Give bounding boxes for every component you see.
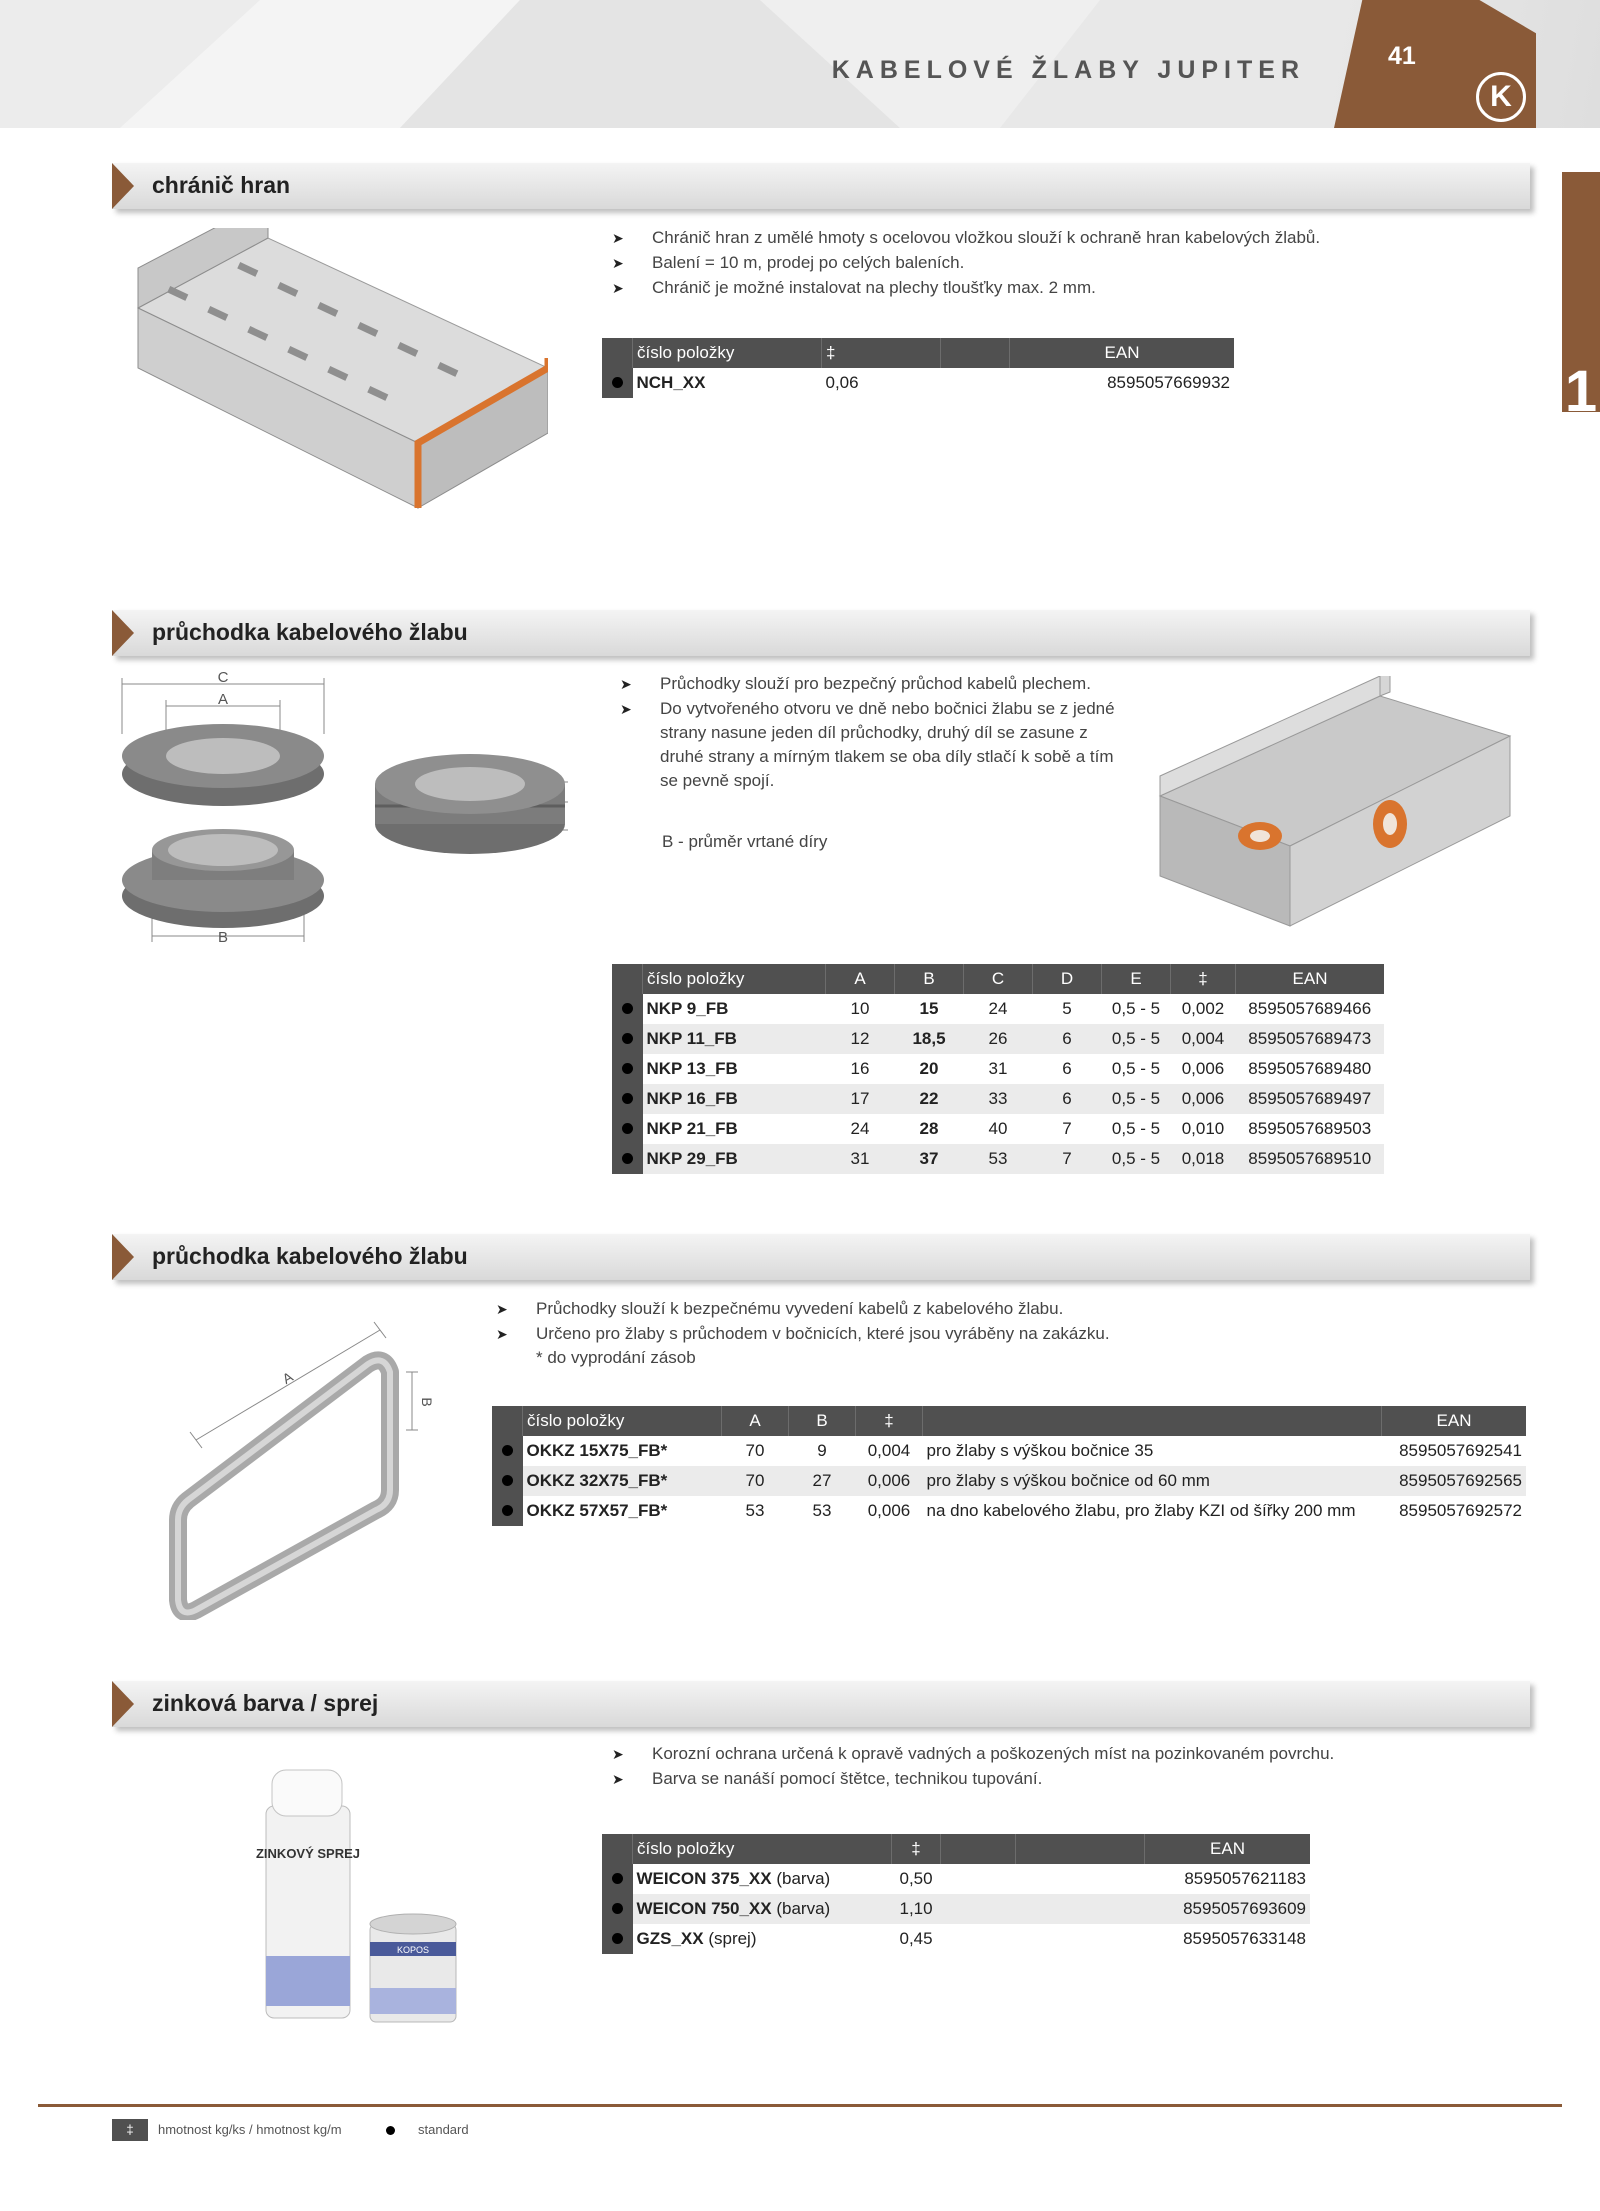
note-text: * do vyprodání zásob xyxy=(536,1348,696,1367)
table-cell: 37 xyxy=(895,1144,964,1174)
table-cell: 26 xyxy=(964,1024,1033,1054)
standard-dot-icon xyxy=(622,1153,633,1164)
ean-value: 8595057693609 xyxy=(1145,1894,1311,1924)
chapter-number: 1 xyxy=(1564,359,1598,424)
ean-value: 8595057689497 xyxy=(1236,1084,1385,1114)
table-cell: 40 xyxy=(988,1119,1008,1138)
weight-value: 0,010 xyxy=(1181,1119,1225,1138)
table-cell: 53 xyxy=(964,1144,1033,1174)
standard-dot-icon xyxy=(622,1093,633,1104)
header-title: KABELOVÉ ŽLABY JUPITER xyxy=(831,56,1305,84)
weight-legend-icon: ‡ xyxy=(112,2119,148,2141)
table-cell: 5 xyxy=(1062,999,1072,1018)
ean-value: 8595057689466 xyxy=(1248,999,1372,1018)
table-cell: 16 xyxy=(850,1059,870,1078)
ean-value: 8595057669932 xyxy=(1107,373,1230,392)
column-header xyxy=(941,338,1010,368)
table-cell: 17 xyxy=(826,1084,895,1114)
dimension-label-a: A xyxy=(217,691,229,708)
ean-value: 8595057689480 xyxy=(1248,1059,1372,1078)
table-cell: 31 xyxy=(826,1144,895,1174)
item-code: WEICON 375_XX xyxy=(636,1869,772,1888)
table-cell: 27 xyxy=(789,1466,856,1496)
product-table-grommet xyxy=(612,964,1384,1174)
table-cell: 28 xyxy=(919,1119,939,1138)
table-cell: 70 xyxy=(722,1466,789,1496)
list-item: ➤ Balení = 10 m, prodej po celých baleních. xyxy=(612,251,1512,275)
section-title: průchodka kabelového žlabu xyxy=(152,619,468,645)
item-code: GZS_XX xyxy=(636,1929,704,1948)
item-number xyxy=(633,1894,892,1924)
table-row xyxy=(602,1894,1310,1924)
table-cell: 6 xyxy=(1033,1084,1102,1114)
product-table-edge-protector xyxy=(602,338,1234,398)
column-header: B xyxy=(789,1406,856,1436)
column-header xyxy=(1016,1834,1145,1864)
table-cell: 9 xyxy=(817,1441,827,1460)
table-header-row xyxy=(602,338,1234,368)
section-marker-icon xyxy=(112,163,134,209)
table-row xyxy=(612,994,1384,1024)
item-number: NKP 29_FB xyxy=(643,1144,826,1174)
column-header: A xyxy=(826,964,895,994)
description-cell: na dno kabelového žlabu, pro žlaby KZI od šířky 200 mm xyxy=(926,1501,1356,1520)
weight-value: 0,006 xyxy=(856,1466,923,1496)
ean-column-header: EAN xyxy=(1382,1406,1527,1436)
footer-divider xyxy=(38,2104,1562,2107)
column-header xyxy=(923,1406,1382,1436)
table-row xyxy=(612,1144,1384,1174)
ean-value: 8595057621183 xyxy=(1184,1869,1306,1888)
standard-dot-icon xyxy=(612,377,623,388)
ean-column-header: EAN xyxy=(1145,1834,1311,1864)
weight-value: 1,10 xyxy=(892,1894,1145,1924)
weight-value: 0,006 xyxy=(867,1501,911,1520)
table-row xyxy=(612,1054,1384,1084)
item-number xyxy=(633,1924,892,1954)
standard-dot-icon xyxy=(502,1445,513,1456)
item-number xyxy=(633,1864,892,1894)
list-item: ➤ Chránič je možné instalovat na plechy tloušťky max. 2 mm. xyxy=(612,276,1512,300)
table-cell: 20 xyxy=(919,1059,939,1078)
column-header: E xyxy=(1102,964,1171,994)
table-cell: 24 xyxy=(988,999,1008,1018)
table-row xyxy=(612,1084,1384,1114)
note-text: B - průměr vrtané díry xyxy=(662,832,828,851)
table-cell: 0,5 - 5 xyxy=(1102,1024,1171,1054)
standard-dot-icon xyxy=(622,1063,633,1074)
standard-dot-icon xyxy=(502,1475,513,1486)
table-cell: 7 xyxy=(1062,1119,1072,1138)
dimension-label-c: C xyxy=(217,669,229,686)
standard-legend-text: standard xyxy=(418,2122,469,2137)
table-cell: 6 xyxy=(1062,1059,1072,1078)
section-title: průchodka kabelového žlabu xyxy=(152,1243,468,1269)
table-row xyxy=(492,1466,1526,1496)
weight-legend-text: hmotnost kg/ks / hmotnost kg/m xyxy=(158,2122,342,2137)
weight-column-header: ‡ xyxy=(856,1406,923,1436)
paint-can-label: KOPOS xyxy=(396,1945,430,1955)
item-number: OKKZ 32X75_FB* xyxy=(523,1466,722,1496)
standard-legend-dot-icon xyxy=(386,2126,395,2135)
ean-value: 8595057692565 xyxy=(1382,1466,1527,1496)
spray-can-label: ZINKOVÝ SPREJ xyxy=(255,1846,361,1861)
section-title: zinková barva / sprej xyxy=(152,1690,379,1716)
table-cell: 0,5 - 5 xyxy=(1111,999,1161,1018)
column-header: číslo položky xyxy=(633,338,822,368)
table-row xyxy=(602,1924,1310,1954)
table-header-row xyxy=(492,1406,1526,1436)
section-marker-icon xyxy=(112,1681,134,1727)
weight-column-header: ‡ xyxy=(1171,964,1236,994)
weight-value: 0,006 xyxy=(1181,1059,1225,1078)
page-number: 41 xyxy=(1388,42,1416,70)
weight-column-header: ‡ xyxy=(822,338,941,368)
list-item: ➤ Do vytvořeného otvoru ve dně nebo bočnici žlabu se z jedné strany nasune jeden díl průchodky, druhý díl se zasune z druhé strany a mírným tlakem se oba díly stlačí k sobě a tím se pevně spojí. xyxy=(620,697,1125,793)
cable-tray-with-grommets-image xyxy=(1150,676,1520,938)
table-cell: 12 xyxy=(826,1024,895,1054)
item-number: NKP 16_FB xyxy=(643,1084,826,1114)
column-header: D xyxy=(1033,964,1102,994)
ean-column-header: EAN xyxy=(1010,338,1235,368)
standard-dot-icon xyxy=(612,1903,623,1914)
list-item: ➤ Barva se nanáší pomocí štětce, technikou tupování. xyxy=(612,1767,1512,1791)
description-cell: pro žlaby s výškou bočnice od 60 mm xyxy=(923,1466,1382,1496)
table-cell: 7 xyxy=(1033,1144,1102,1174)
table-row xyxy=(602,1864,1310,1894)
logo-icon: K xyxy=(1476,72,1526,122)
section-title: chránič hran xyxy=(152,172,291,198)
table-row xyxy=(612,1024,1384,1054)
weight-value: 0,004 xyxy=(1171,1024,1236,1054)
dimension-label-b: B xyxy=(217,929,229,946)
table-row xyxy=(602,368,1234,398)
item-type: (sprej) xyxy=(708,1929,757,1948)
table-cell: 22 xyxy=(895,1084,964,1114)
table-header-row xyxy=(612,964,1384,994)
table-cell: 18,5 xyxy=(895,1024,964,1054)
product-table-zinc-paint xyxy=(602,1834,1310,1954)
standard-dot-icon xyxy=(612,1933,623,1944)
table-cell: 33 xyxy=(964,1084,1033,1114)
list-item: ➤ Průchodky slouží k bezpečnému vyvedení kabelů z kabelového žlabu. xyxy=(496,1297,1496,1321)
column-header: číslo položky xyxy=(523,1406,722,1436)
table-cell: 10 xyxy=(850,999,870,1018)
weight-value: 0,06 xyxy=(825,373,859,392)
column-header: číslo položky xyxy=(633,1834,892,1864)
table-cell: 0,5 - 5 xyxy=(1102,1084,1171,1114)
ean-value: 8595057689503 xyxy=(1248,1119,1372,1138)
section-marker-icon xyxy=(112,610,134,656)
dimension-label-b: B xyxy=(419,1397,435,1407)
table-cell: 6 xyxy=(1033,1024,1102,1054)
list-item: ➤ Korozní ochrana určená k opravě vadných a poškozených míst na pozinkovaném povrchu. xyxy=(612,1742,1512,1766)
item-number: NCH_XX xyxy=(636,373,706,392)
table-cell xyxy=(941,368,1010,398)
standard-dot-icon xyxy=(612,1873,623,1884)
item-type: (barva) xyxy=(776,1899,831,1918)
ean-column-header: EAN xyxy=(1236,964,1385,994)
table-cell: 0,5 - 5 xyxy=(1102,1144,1171,1174)
weight-value: 0,002 xyxy=(1181,999,1225,1018)
item-number: NKP 21_FB xyxy=(646,1119,738,1138)
column-header: A xyxy=(722,1406,789,1436)
bullet-list xyxy=(612,1742,1512,1792)
item-type: (barva) xyxy=(776,1869,831,1888)
cable-tray-edge-protector-image xyxy=(128,228,548,528)
standard-dot-icon xyxy=(622,1033,633,1044)
ean-value: 8595057692541 xyxy=(1399,1441,1522,1460)
section-marker-icon xyxy=(112,1234,134,1280)
ean-value: 8595057692572 xyxy=(1399,1501,1522,1520)
bullet-list xyxy=(620,672,1125,794)
table-cell: 70 xyxy=(745,1441,765,1460)
bullet-list xyxy=(496,1297,1496,1347)
item-number: OKKZ 57X57_FB* xyxy=(526,1501,668,1520)
ean-value: 8595057689473 xyxy=(1236,1024,1385,1054)
table-row xyxy=(492,1496,1526,1526)
table-cell: 53 xyxy=(745,1501,765,1520)
table-row xyxy=(612,1114,1384,1144)
weight-value: 0,018 xyxy=(1171,1144,1236,1174)
standard-dot-icon xyxy=(622,1123,633,1134)
column-header: B xyxy=(895,964,964,994)
grommet-dimension-diagram xyxy=(112,664,592,954)
item-code: WEICON 750_XX xyxy=(636,1899,772,1918)
frame-grommet-dimension-diagram xyxy=(160,1320,450,1620)
item-number: NKP 11_FB xyxy=(643,1024,826,1054)
list-item: ➤ Chránič hran z umělé hmoty s ocelovou vložkou slouží k ochraně hran kabelových žlabů. xyxy=(612,226,1512,250)
product-table-frame-grommet xyxy=(492,1406,1526,1526)
table-cell: 24 xyxy=(850,1119,870,1138)
list-item: ➤ Určeno pro žlaby s průchodem v bočnicích, které jsou vyráběny na zakázku. xyxy=(496,1322,1496,1346)
column-header xyxy=(941,1834,1016,1864)
column-header: C xyxy=(964,964,1033,994)
table-row xyxy=(492,1436,1526,1466)
column-header: číslo položky xyxy=(643,964,826,994)
weight-value: 0,45 xyxy=(899,1929,933,1948)
table-cell: 53 xyxy=(812,1501,832,1520)
description-cell: pro žlaby s výškou bočnice 35 xyxy=(926,1441,1154,1460)
section-bar-edge-protector xyxy=(112,163,1530,209)
item-number: NKP 13_FB xyxy=(646,1059,738,1078)
dimension-label-a: A xyxy=(279,1368,296,1387)
table-header-row xyxy=(602,1834,1310,1864)
weight-column-header: ‡ xyxy=(892,1834,941,1864)
standard-dot-icon xyxy=(502,1505,513,1516)
weight-value: 0,006 xyxy=(1171,1084,1236,1114)
table-cell: 15 xyxy=(919,999,939,1018)
table-cell: 0,5 - 5 xyxy=(1111,1059,1161,1078)
weight-value: 0,004 xyxy=(867,1441,911,1460)
bullet-list xyxy=(612,226,1512,301)
standard-dot-icon xyxy=(622,1003,633,1014)
item-number: OKKZ 15X75_FB* xyxy=(526,1441,668,1460)
item-number: NKP 9_FB xyxy=(646,999,729,1018)
table-cell: 31 xyxy=(988,1059,1008,1078)
table-cell: 0,5 - 5 xyxy=(1111,1119,1161,1138)
ean-value: 8595057689510 xyxy=(1236,1144,1385,1174)
list-item: ➤ Průchodky slouží pro bezpečný průchod kabelů plechem. xyxy=(620,672,1125,696)
ean-value: 8595057633148 xyxy=(1183,1929,1306,1948)
zinc-spray-and-paint-image xyxy=(254,1766,474,2032)
weight-value: 0,50 xyxy=(899,1869,933,1888)
